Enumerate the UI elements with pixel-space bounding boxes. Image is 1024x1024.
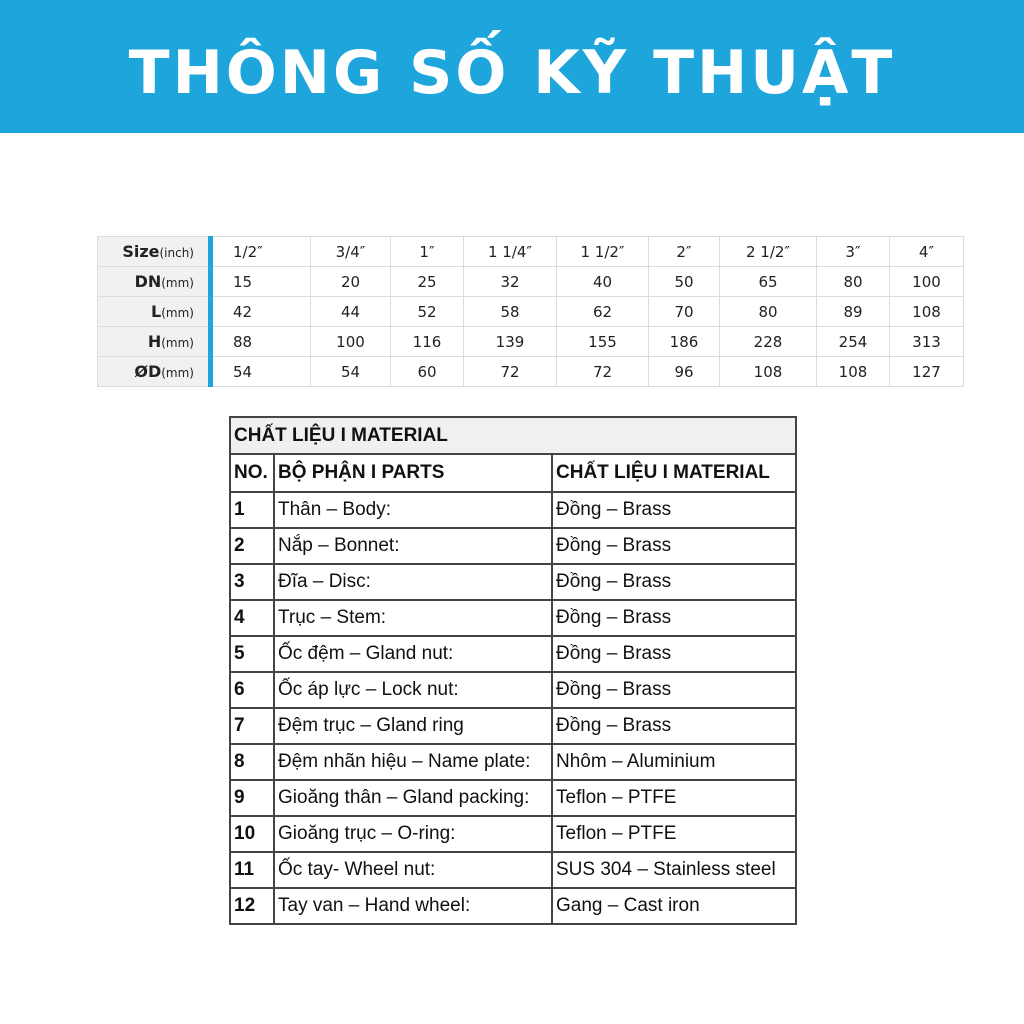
material-table bbox=[229, 416, 797, 925]
material-name: Đồng – Brass bbox=[552, 636, 796, 672]
spec-cell: 1 1/2″ bbox=[557, 237, 649, 267]
table-row bbox=[230, 600, 796, 636]
row-number: 6 bbox=[230, 672, 274, 708]
spec-cell: 139 bbox=[464, 327, 557, 357]
spec-cell: 96 bbox=[649, 357, 720, 387]
spec-cell: 108 bbox=[720, 357, 817, 387]
part-name: Đệm trục – Gland ring bbox=[274, 708, 552, 744]
spec-row-header bbox=[98, 327, 211, 357]
spec-cell: 88 bbox=[211, 327, 311, 357]
spec-cell: 1 1/4″ bbox=[464, 237, 557, 267]
spec-cell: 40 bbox=[557, 267, 649, 297]
spec-cell: 70 bbox=[649, 297, 720, 327]
spec-cell: 50 bbox=[649, 267, 720, 297]
spec-cell: 127 bbox=[890, 357, 964, 387]
page-title: THÔNG SỐ KỸ THUẬT bbox=[128, 37, 896, 108]
spec-cell: 3/4″ bbox=[311, 237, 391, 267]
spec-cell: 65 bbox=[720, 267, 817, 297]
row-number: 11 bbox=[230, 852, 274, 888]
spec-row-unit: (mm) bbox=[161, 336, 194, 350]
spec-cell: 72 bbox=[464, 357, 557, 387]
header-part: BỘ PHẬN I PARTS bbox=[274, 454, 552, 492]
spec-row bbox=[98, 357, 964, 387]
spec-row-header bbox=[98, 267, 211, 297]
material-name: Đồng – Brass bbox=[552, 492, 796, 528]
spec-cell: 1″ bbox=[391, 237, 464, 267]
spec-row-label: DN bbox=[134, 272, 162, 291]
part-name: Đĩa – Disc: bbox=[274, 564, 552, 600]
spec-cell: 20 bbox=[311, 267, 391, 297]
spec-cell: 2″ bbox=[649, 237, 720, 267]
row-number: 1 bbox=[230, 492, 274, 528]
spec-cell: 80 bbox=[720, 297, 817, 327]
spec-cell: 254 bbox=[817, 327, 890, 357]
spec-cell: 4″ bbox=[890, 237, 964, 267]
spec-row bbox=[98, 267, 964, 297]
spec-row-header bbox=[98, 357, 211, 387]
spec-row-unit: (inch) bbox=[159, 246, 194, 260]
spec-cell: 58 bbox=[464, 297, 557, 327]
table-row bbox=[230, 672, 796, 708]
spec-cell: 1/2″ bbox=[211, 237, 311, 267]
table-row bbox=[230, 816, 796, 852]
material-name: Nhôm – Aluminium bbox=[552, 744, 796, 780]
part-name: Đệm nhãn hiệu – Name plate: bbox=[274, 744, 552, 780]
row-number: 5 bbox=[230, 636, 274, 672]
part-name: Nắp – Bonnet: bbox=[274, 528, 552, 564]
spec-cell: 54 bbox=[311, 357, 391, 387]
header-material: CHẤT LIỆU I MATERIAL bbox=[552, 454, 796, 492]
table-row bbox=[230, 564, 796, 600]
material-table-title: CHẤT LIỆU I MATERIAL bbox=[230, 417, 796, 454]
spec-row-label: L bbox=[151, 302, 162, 321]
spec-row bbox=[98, 327, 964, 357]
material-name: Gang – Cast iron bbox=[552, 888, 796, 924]
spec-cell: 108 bbox=[817, 357, 890, 387]
table-row bbox=[230, 492, 796, 528]
spec-cell: 100 bbox=[311, 327, 391, 357]
header-banner bbox=[0, 0, 1024, 133]
row-number: 12 bbox=[230, 888, 274, 924]
part-name: Tay van – Hand wheel: bbox=[274, 888, 552, 924]
part-name: Trục – Stem: bbox=[274, 600, 552, 636]
spec-cell: 3″ bbox=[817, 237, 890, 267]
spec-cell: 42 bbox=[211, 297, 311, 327]
table-row bbox=[230, 780, 796, 816]
header-no: NO. bbox=[230, 454, 274, 492]
material-table-header-row bbox=[230, 454, 796, 492]
row-number: 8 bbox=[230, 744, 274, 780]
material-name: Teflon – PTFE bbox=[552, 816, 796, 852]
row-number: 2 bbox=[230, 528, 274, 564]
table-row bbox=[230, 888, 796, 924]
part-name: Ốc đệm – Gland nut: bbox=[274, 636, 552, 672]
spec-cell: 186 bbox=[649, 327, 720, 357]
spec-cell: 32 bbox=[464, 267, 557, 297]
material-name: SUS 304 – Stainless steel bbox=[552, 852, 796, 888]
material-name: Đồng – Brass bbox=[552, 708, 796, 744]
material-name: Teflon – PTFE bbox=[552, 780, 796, 816]
spec-cell: 15 bbox=[211, 267, 311, 297]
table-row bbox=[230, 744, 796, 780]
spec-row-label: ØD bbox=[134, 362, 162, 381]
material-table-title-row bbox=[230, 417, 796, 454]
spec-cell: 116 bbox=[391, 327, 464, 357]
spec-row-label: Size bbox=[122, 242, 160, 261]
spec-cell: 313 bbox=[890, 327, 964, 357]
part-name: Gioăng trục – O-ring: bbox=[274, 816, 552, 852]
part-name: Ốc áp lực – Lock nut: bbox=[274, 672, 552, 708]
row-number: 4 bbox=[230, 600, 274, 636]
spec-row-unit: (mm) bbox=[161, 276, 194, 290]
spec-row bbox=[98, 237, 964, 267]
spec-row-header bbox=[98, 297, 211, 327]
row-number: 7 bbox=[230, 708, 274, 744]
spec-cell: 100 bbox=[890, 267, 964, 297]
spec-row-label: H bbox=[147, 332, 162, 351]
spec-cell: 2 1/2″ bbox=[720, 237, 817, 267]
spec-cell: 80 bbox=[817, 267, 890, 297]
row-number: 9 bbox=[230, 780, 274, 816]
spec-cell: 52 bbox=[391, 297, 464, 327]
spec-cell: 108 bbox=[890, 297, 964, 327]
spec-cell: 44 bbox=[311, 297, 391, 327]
spec-cell: 228 bbox=[720, 327, 817, 357]
spec-cell: 62 bbox=[557, 297, 649, 327]
spec-cell: 60 bbox=[391, 357, 464, 387]
spec-cell: 25 bbox=[391, 267, 464, 297]
material-name: Đồng – Brass bbox=[552, 600, 796, 636]
spec-cell: 89 bbox=[817, 297, 890, 327]
table-row bbox=[230, 852, 796, 888]
spec-cell: 155 bbox=[557, 327, 649, 357]
material-name: Đồng – Brass bbox=[552, 672, 796, 708]
spec-row-header bbox=[98, 237, 211, 267]
spec-cell: 72 bbox=[557, 357, 649, 387]
spec-row bbox=[98, 297, 964, 327]
part-name: Thân – Body: bbox=[274, 492, 552, 528]
material-name: Đồng – Brass bbox=[552, 528, 796, 564]
part-name: Gioăng thân – Gland packing: bbox=[274, 780, 552, 816]
table-row bbox=[230, 708, 796, 744]
spec-row-unit: (mm) bbox=[161, 306, 194, 320]
spec-table bbox=[97, 236, 964, 387]
table-row bbox=[230, 528, 796, 564]
part-name: Ốc tay- Wheel nut: bbox=[274, 852, 552, 888]
spec-row-unit: (mm) bbox=[161, 366, 194, 380]
spec-cell: 54 bbox=[211, 357, 311, 387]
row-number: 3 bbox=[230, 564, 274, 600]
material-name: Đồng – Brass bbox=[552, 564, 796, 600]
table-row bbox=[230, 636, 796, 672]
row-number: 10 bbox=[230, 816, 274, 852]
